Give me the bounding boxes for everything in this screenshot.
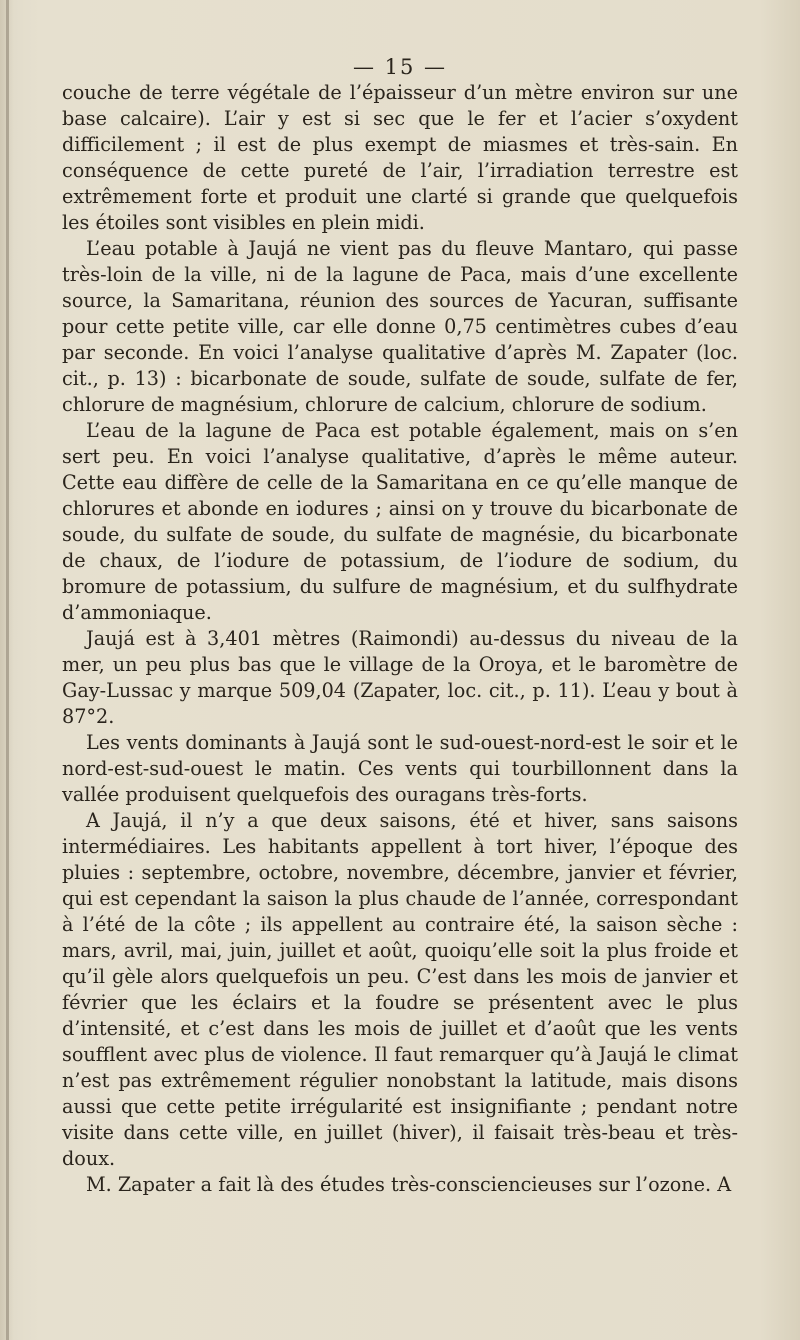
page-number: — 15 — xyxy=(352,55,448,79)
paragraph-3: L’eau de la lagune de Paca est potable également, mais on s’en sert peu. En voici l’analyse qualitative, d’après le même auteur. Cette eau diffère de celle de la Samaritana en ce qu’elle manque de chlorures et abonde en iodures ; ainsi on y trouve du bicarbonate de soude, du sulfate de soude, du sulfate de magnésie, du bicarbonate de chaux, de l’iodure de potassium, de l’iodure de sodium, du bromure de potassium, du sulfure de magnésium, et du sulfhydrate d’ammoniaque. xyxy=(62,419,738,624)
paragraph-4: Jaujá est à 3,401 mètres (Raimondi) au-dessus du niveau de la mer, un peu plus bas que le village de la Oroya, et le baromètre de Gay-Lussac y marque 509,04 (Zapater, loc. cit., p. 11). L’eau y bout à 87°2. xyxy=(62,627,738,728)
paragraph-2: L’eau potable à Jaujá ne vient pas du fleuve Mantaro, qui passe très-loin de la ville, ni de la lagune de Paca, mais d’une excellente source, la Samaritana, réunion des sources de Yacuran, suffisante pour cette petite ville, car elle donne 0,75 centimètres cubes d’eau par seconde. En voici l’analyse qualitative d’après M. Zapater (loc. cit., p. 13) : bicarbonate de soude, sulfate de soude, sulfate de fer, chlorure de magnésium, chlorure de calcium, chlorure de sodium. xyxy=(62,237,738,416)
book-spine-shadow xyxy=(6,0,9,1340)
paragraph-5: Les vents dominants à Jaujá sont le sud-ouest-nord-est le soir et le nord-est-sud-ouest le matin. Ces vents qui tourbillonnent dans la vallée produisent quelquefois des ouragans très-forts. xyxy=(62,731,738,806)
paragraph-7: M. Zapater a fait là des études très-consciencieuses sur l’ozone. A xyxy=(86,1173,732,1196)
paragraph-6: A Jaujá, il n’y a que deux saisons, été et hiver, sans saisons intermédiaires. Les habitants appellent à tort hiver, l’époque des pluies : septembre, octobre, novembre, décembre, janvier et février, qui est cependant la saison la plus chaude de l’année, correspondant à l’été de la côte ; ils appellent au contraire été, la saison sèche : mars, avril, mai, juin, juillet et août, quoiqu’elle soit la plus froide et qu’il gèle alors quelquefois un peu. C’est dans les mois de janvier et février que les éclairs et la foudre se présentent avec le plus d’intensité, et c’est dans les mois de juillet et d’août que les vents soufflent avec plus de violence. Il faut remarquer qu’à Jaujá le climat n’est pas extrêmement régulier nonobstant la latitude, mais disons aussi que cette petite irrégularité est insignifiante ; pendant notre visite dans cette ville, en juillet (hiver), il faisait très-beau et très-doux. xyxy=(62,809,738,1170)
body-text xyxy=(62,80,738,1198)
paragraph-1: couche de terre végétale de l’épaisseur d’un mètre environ sur une base calcaire). L’air y est si sec que le fer et l’acier s’oxydent difficilement ; il est de plus exempt de miasmes et très-sain. En conséquence de cette pureté de l’air, l’irradiation terrestre est extrêmement forte et produit une clarté si grande que quelquefois les étoiles sont visibles en plein midi. xyxy=(62,81,738,234)
